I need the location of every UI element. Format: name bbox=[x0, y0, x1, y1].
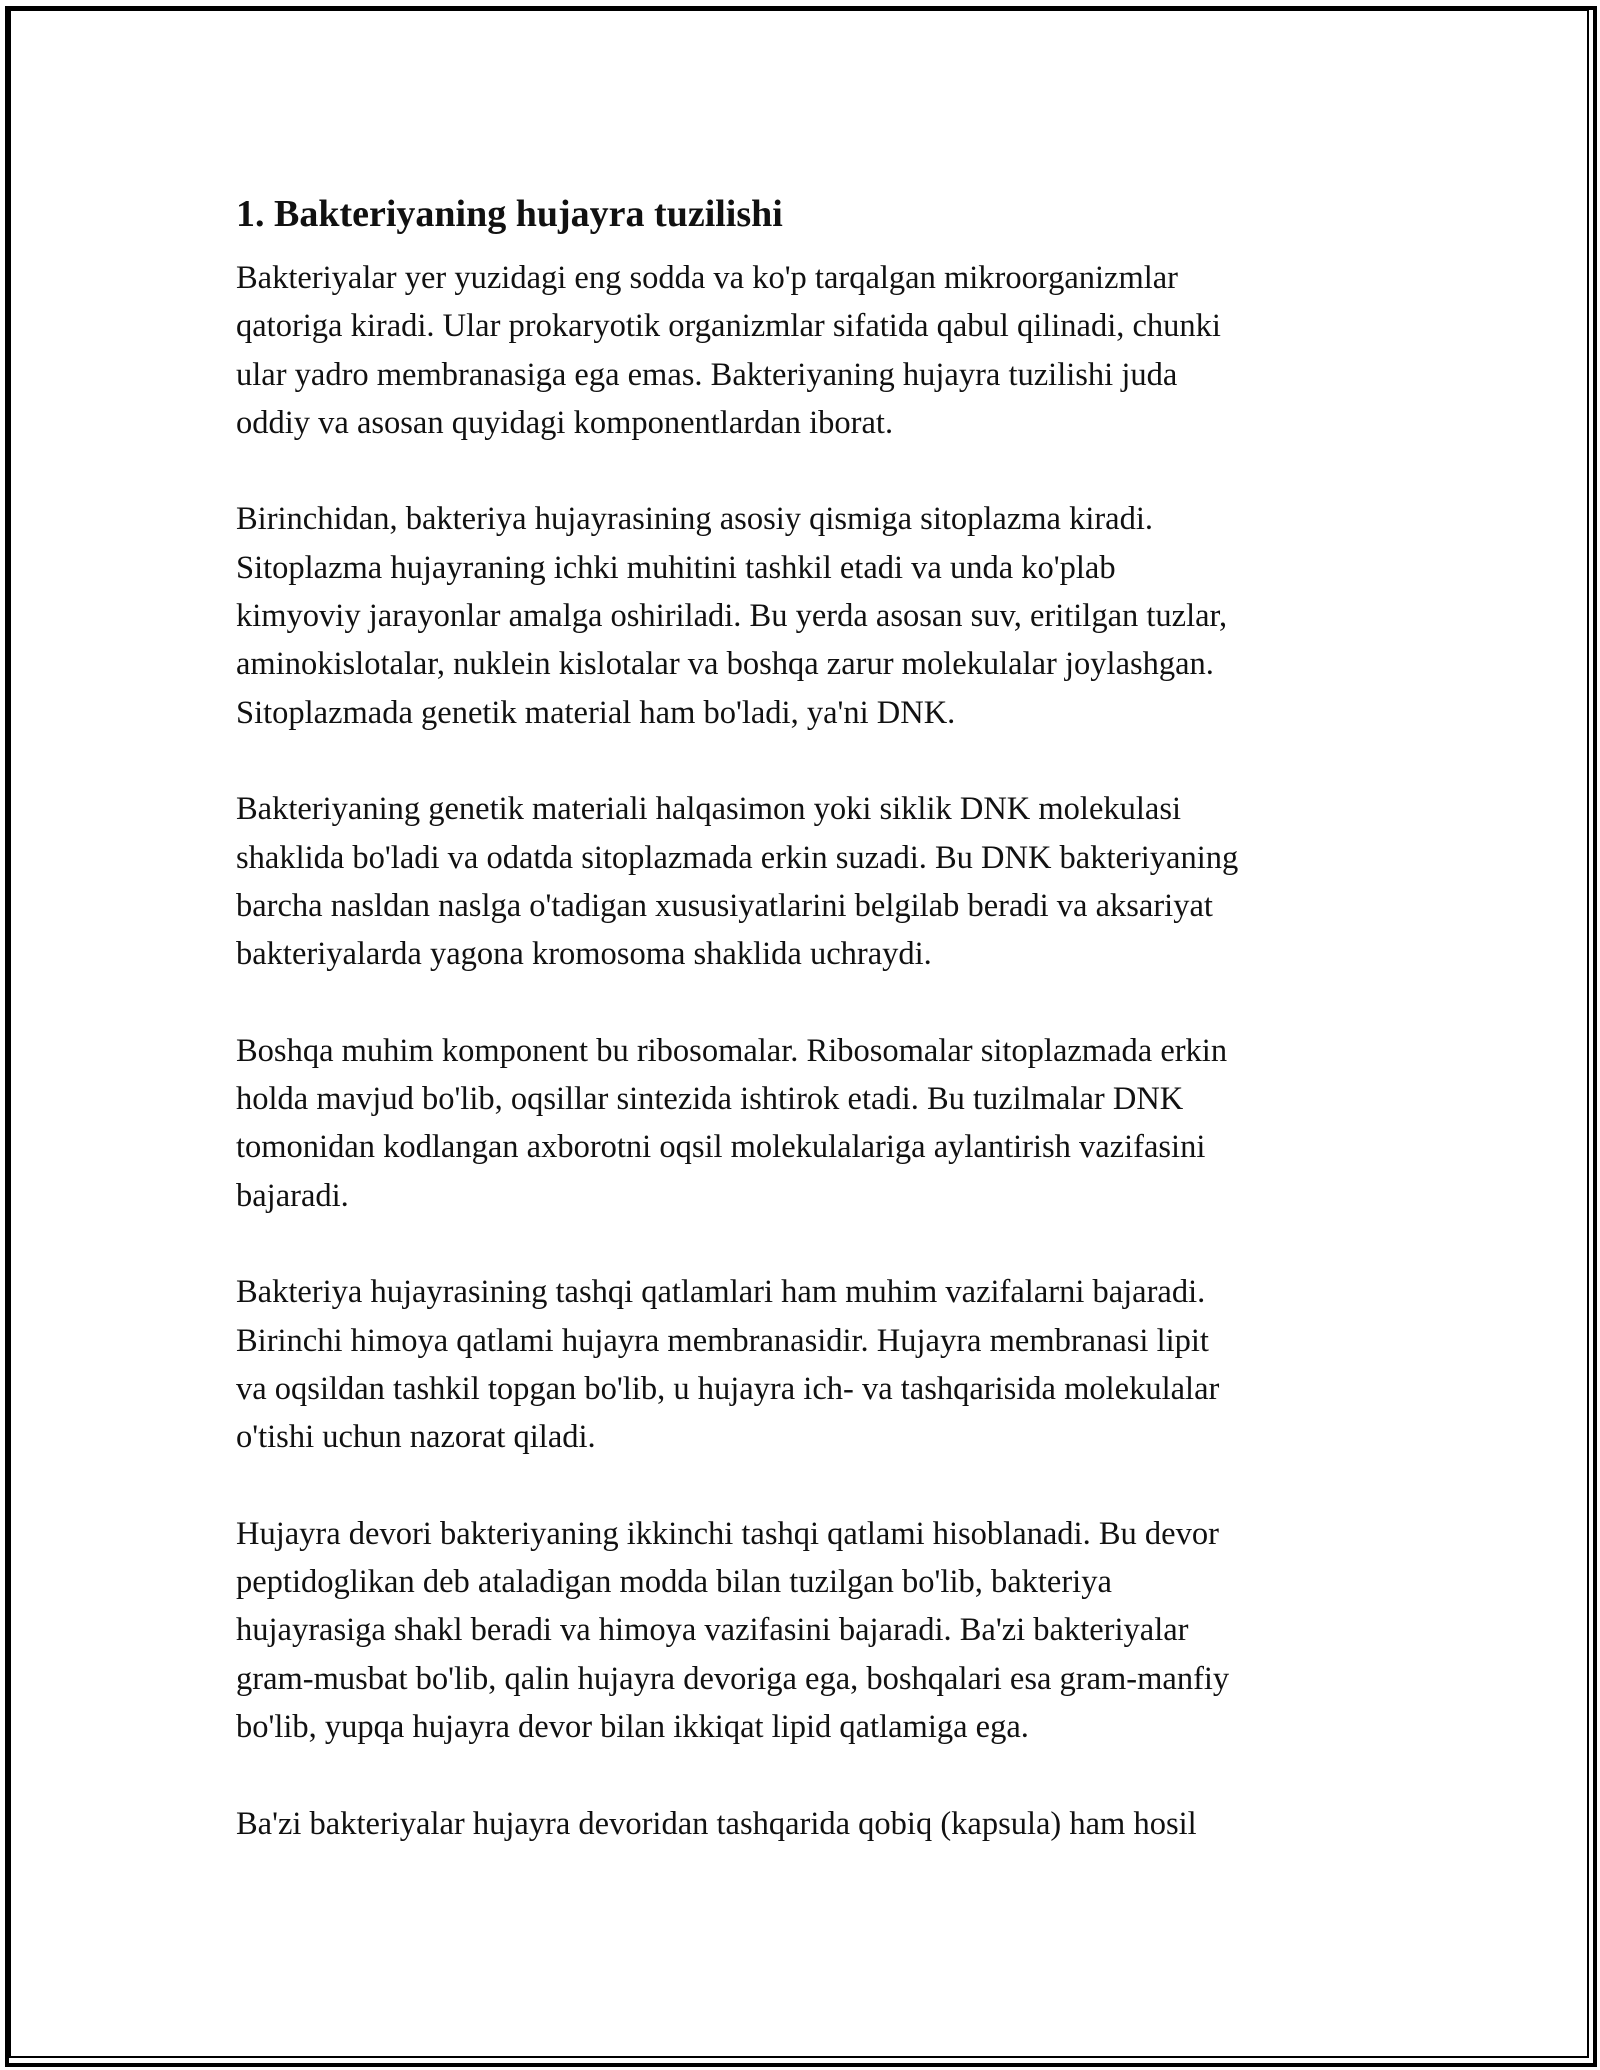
paragraph-intro bbox=[236, 254, 1376, 447]
section-heading: 1. Bakteriyaning hujayra tuzilishi bbox=[236, 193, 783, 235]
text-line: Boshqa muhim komponent bu ribosomalar. Ribosomalar sitoplazmada erkin bbox=[236, 1032, 1228, 1069]
text-line: Bakteriyalar yer yuzidagi eng sodda va ko'p tarqalgan mikroorganizmlar bbox=[236, 260, 1179, 296]
text-line: Hujayra devori bakteriyaning ikkinchi tashqi qatlami hisoblanadi. Bu devor bbox=[236, 1515, 1219, 1552]
text-line: peptidoglikan deb ataladigan modda bilan tuzilgan bo'lib, bakteriya bbox=[236, 1564, 1112, 1601]
text-line: kimyoviy jarayonlar amalga oshiriladi. Bu yerda asosan suv, eritilgan tuzlar, bbox=[236, 598, 1228, 635]
text-line: shaklida bo'ladi va odatda sitoplazmada erkin suzadi. Bu DNK bakteriyaning bbox=[236, 839, 1239, 876]
paragraph-cell-wall bbox=[236, 1510, 1376, 1751]
text-line: Bakteriya hujayrasining tashqi qatlamlari ham muhim vazifalarni bajaradi. bbox=[236, 1274, 1206, 1311]
text-line: Sitoplazmada genetik material ham bo'ladi, ya'ni DNK. bbox=[236, 694, 956, 731]
paragraph-genetic-material bbox=[236, 785, 1376, 978]
text-line: Birinchi himoya qatlami hujayra membranasidir. Hujayra membranasi lipit bbox=[236, 1322, 1209, 1359]
text-line: hujayrasiga shakl beradi va himoya vazifasini bajaradi. Ba'zi bakteriyalar bbox=[236, 1612, 1189, 1649]
text-line: tomonidan kodlangan axborotni oqsil molekulalariga aylantirish vazifasini bbox=[236, 1129, 1206, 1166]
text-line: barcha nasldan naslga o'tadigan xususiyatlarini belgilab beradi va aksariyat bbox=[236, 887, 1213, 924]
text-line: o'tishi uchun nazorat qiladi. bbox=[236, 1419, 596, 1456]
text-line: bo'lib, yupqa hujayra devor bilan ikkiqat lipid qatlamiga ega. bbox=[236, 1708, 1029, 1745]
text-line: Sitoplazma hujayraning ichki muhitini tashkil etadi va unda ko'plab bbox=[236, 549, 1116, 586]
text-line: bajaradi. bbox=[236, 1177, 349, 1214]
paragraph-ribosomes bbox=[236, 1027, 1376, 1220]
document-body bbox=[236, 186, 1376, 1896]
text-line: gram-musbat bo'lib, qalin hujayra devoriga ega, boshqalari esa gram-manfiy bbox=[236, 1660, 1230, 1697]
text-line: Bakteriyaning genetik materiali halqasimon yoki siklik DNK molekulasi bbox=[236, 791, 1182, 828]
paragraph-cytoplasm bbox=[236, 495, 1376, 736]
text-line: Ba'zi bakteriyalar hujayra devoridan tashqarida qobiq (kapsula) ham hosil bbox=[236, 1805, 1197, 1842]
paragraph-capsule bbox=[236, 1800, 1376, 1848]
text-line: holda mavjud bo'lib, oqsillar sintezida ishtirok etadi. Bu tuzilmalar DNK bbox=[236, 1081, 1184, 1118]
text-line: va oqsildan tashkil topgan bo'lib, u hujayra ich- va tashqarisida molekulalar bbox=[236, 1370, 1220, 1407]
text-line: Birinchidan, bakteriya hujayrasining asosiy qismiga sitoplazma kiradi. bbox=[236, 501, 1154, 538]
text-line: bakteriyalarda yagona kromosoma shaklida uchraydi. bbox=[236, 936, 932, 973]
text-line: ular yadro membranasiga ega emas. Bakteriyaning hujayra tuzilishi juda bbox=[236, 356, 1178, 393]
text-line: aminokislotalar, nuklein kislotalar va boshqa zarur molekulalar joylashgan. bbox=[236, 646, 1214, 683]
text-line: qatoriga kiradi. Ular prokaryotik organizmlar sifatida qabul qilinadi, chunki bbox=[236, 308, 1221, 345]
paragraph-membrane bbox=[236, 1268, 1376, 1461]
text-line: oddiy va asosan quyidagi komponentlardan iborat. bbox=[236, 404, 894, 441]
